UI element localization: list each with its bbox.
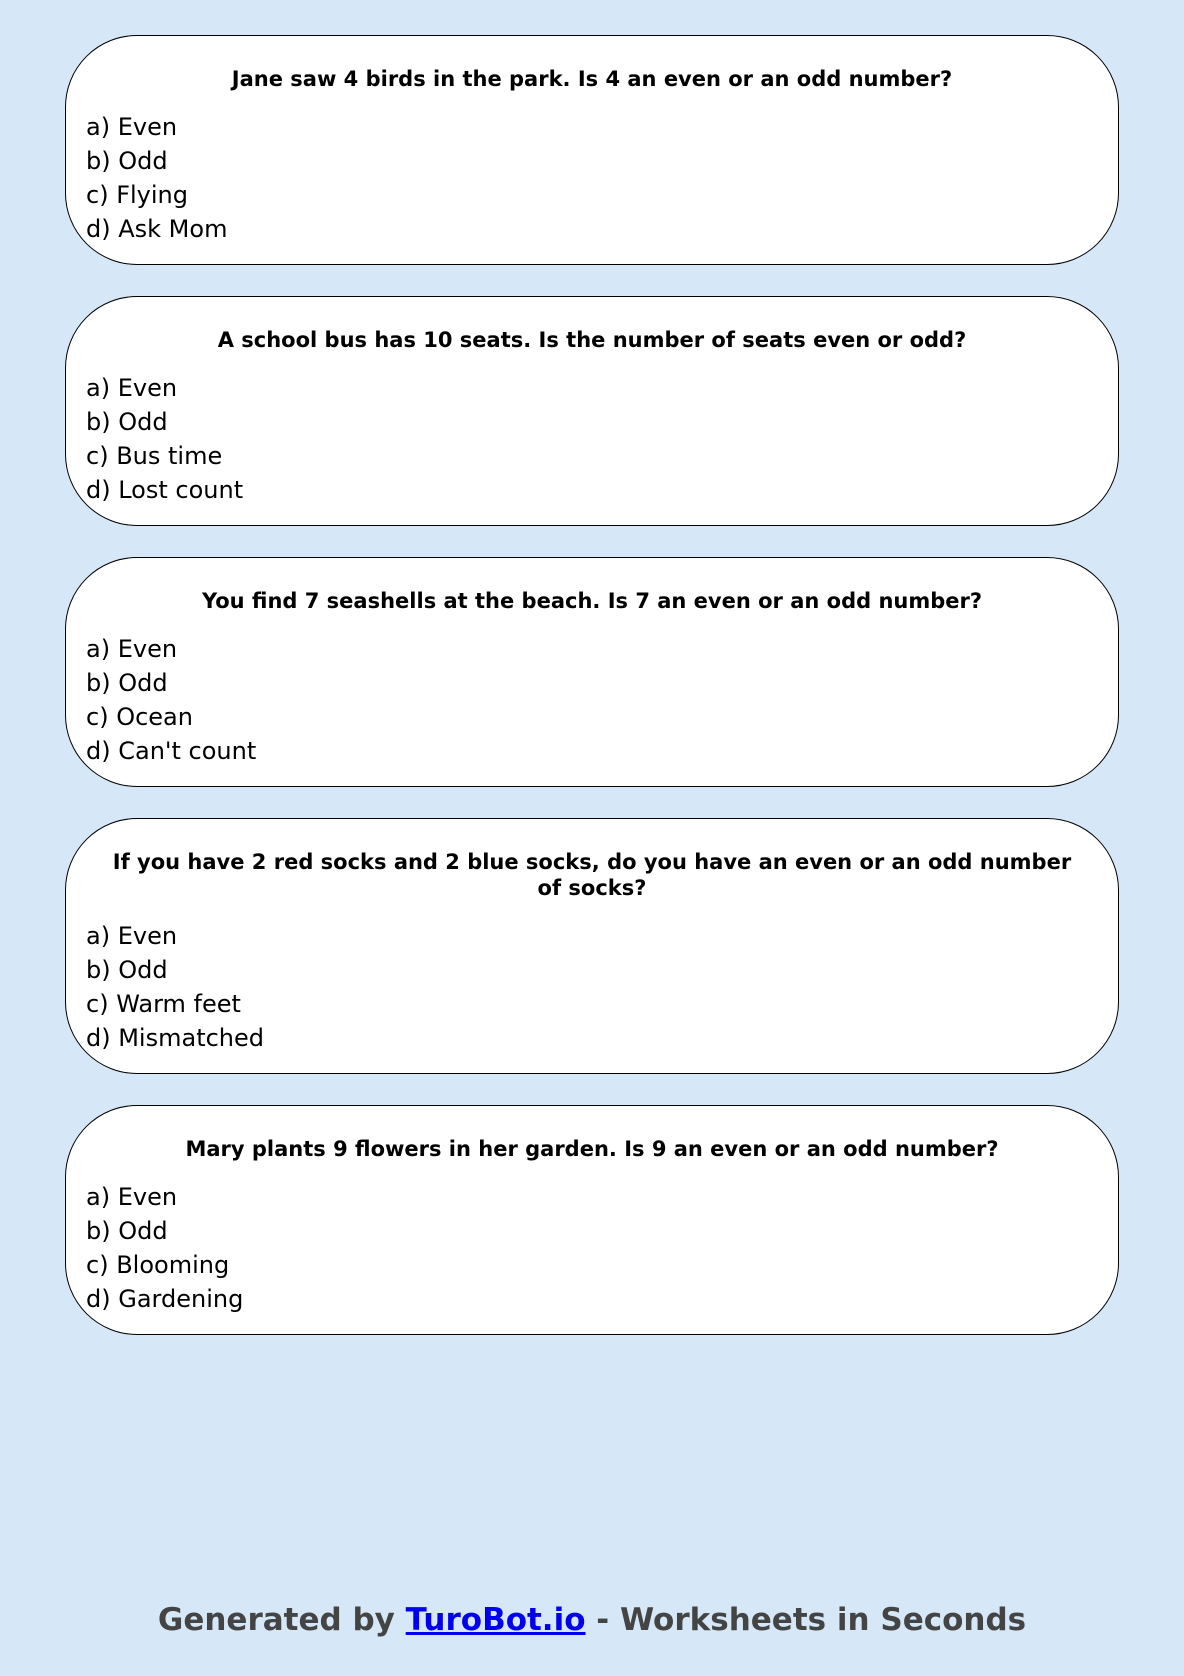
- option-c: c) Blooming: [86, 1251, 230, 1279]
- question-text: Mary plants 9 flowers in her garden. Is 9 an even or an odd number?: [185, 1137, 999, 1161]
- option-b: b) Odd: [86, 1217, 168, 1245]
- question-card-2: [65, 296, 1119, 526]
- option-d: d) Can't count: [86, 737, 257, 765]
- footer-prefix: Generated by: [157, 1602, 406, 1638]
- option-d: d) Ask Mom: [86, 215, 228, 243]
- question-card-4: [65, 818, 1119, 1074]
- question-text: If you have 2 red socks and 2 blue socks, do you have an even or an odd number of socks?: [112, 850, 1072, 900]
- option-a: a) Even: [86, 113, 178, 141]
- option-d: d) Lost count: [86, 476, 244, 504]
- option-d: d) Gardening: [86, 1285, 244, 1313]
- question-text: A school bus has 10 seats. Is the number of seats even or odd?: [217, 328, 967, 352]
- option-c: c) Flying: [86, 181, 188, 209]
- option-a: a) Even: [86, 1183, 178, 1211]
- option-c: c) Ocean: [86, 703, 193, 731]
- question-card-3: [65, 557, 1119, 787]
- option-a: a) Even: [86, 635, 178, 663]
- option-b: b) Odd: [86, 669, 168, 697]
- option-a: a) Even: [86, 922, 178, 950]
- question-card-5: [65, 1105, 1119, 1335]
- option-d: d) Mismatched: [86, 1024, 265, 1052]
- turobot-link[interactable]: TuroBot.io: [405, 1602, 586, 1638]
- option-c: c) Warm feet: [86, 990, 241, 1018]
- worksheet: [65, 35, 1119, 1366]
- option-b: b) Odd: [86, 408, 168, 436]
- option-a: a) Even: [86, 374, 178, 402]
- question-card-1: [65, 35, 1119, 265]
- options-list: [86, 919, 1098, 1055]
- option-b: b) Odd: [86, 147, 168, 175]
- option-c: c) Bus time: [86, 442, 223, 470]
- footer-suffix: - Worksheets in Seconds: [585, 1602, 1027, 1638]
- option-b: b) Odd: [86, 956, 168, 984]
- options-list: [86, 1180, 1098, 1316]
- options-list: [86, 632, 1098, 768]
- footer-credit: [0, 1600, 1184, 1640]
- question-text: Jane saw 4 birds in the park. Is 4 an even or an odd number?: [231, 67, 953, 91]
- question-text: You find 7 seashells at the beach. Is 7 an even or an odd number?: [201, 589, 983, 613]
- options-list: [86, 371, 1098, 507]
- options-list: [86, 110, 1098, 246]
